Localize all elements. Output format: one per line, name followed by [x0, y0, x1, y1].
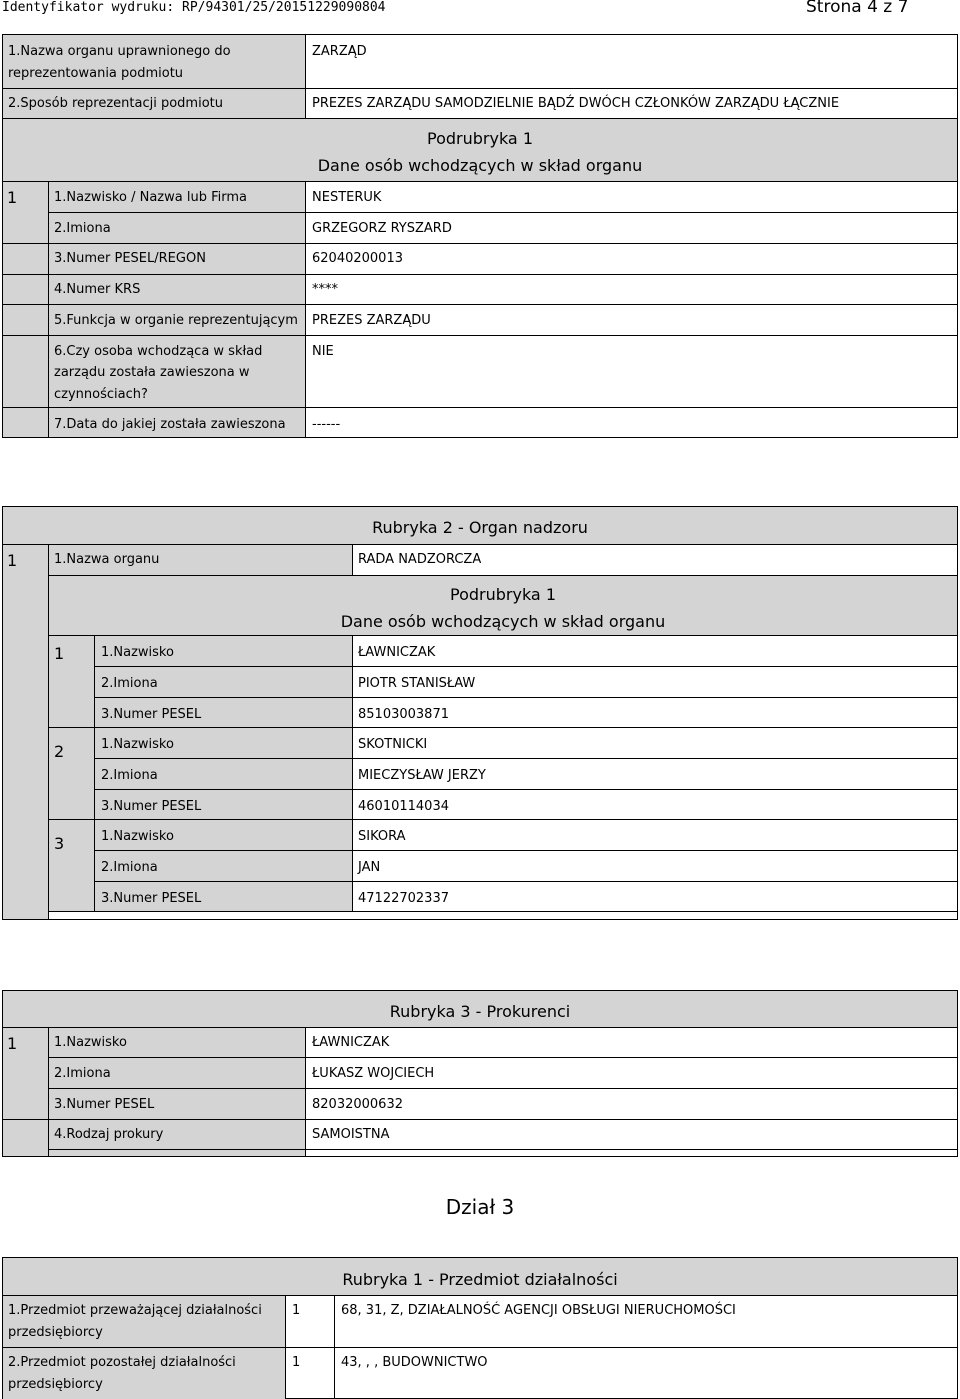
board-krs-value: **** — [312, 282, 338, 297]
board-pesel-value: 62040200013 — [312, 251, 403, 266]
board-index-column — [3, 182, 48, 437]
other-activity-index: 1 — [292, 1355, 301, 1370]
section-title: Dział 3 — [445, 1195, 515, 1219]
supervisory-surname-value: SKOTNICKI — [358, 737, 428, 752]
supervisory-pesel-label: 3.Numer PESEL — [101, 707, 202, 722]
main-activity-label-line1: 1.Przedmiot przeważającej działalności — [8, 1303, 262, 1318]
supervisory-surname-label: 1.Nazwisko — [101, 829, 174, 844]
representation-method-label: 2.Sposób reprezentacji podmiotu — [8, 96, 223, 111]
rubric3-index: 1 — [7, 1034, 18, 1053]
organ-name-value: ZARZĄD — [312, 44, 367, 59]
page-number: Strona 4 z 7 — [806, 0, 909, 17]
supervisory-organ-value: RADA NADZORCZA — [358, 552, 482, 567]
supervisory-surname-label: 1.Nazwisko — [101, 737, 174, 752]
rubric2-sub-title-line1: Podrubryka 1 — [450, 585, 556, 604]
organ-name-label-line2: reprezentowania podmiotu — [8, 66, 184, 81]
board-sub-title-line1: Podrubryka 1 — [427, 129, 533, 148]
supervisory-surname-label: 1.Nazwisko — [101, 645, 174, 660]
rubric3-title: Rubryka 3 - Prokurenci — [389, 1002, 571, 1021]
supervisory-pesel-value: 47122702337 — [358, 891, 449, 906]
board-suspended-label-line1: 6.Czy osoba wchodząca w skład — [54, 344, 263, 359]
proxy-names-value: ŁUKASZ WOJCIECH — [312, 1066, 435, 1081]
board-person-index: 1 — [7, 188, 18, 207]
board-names-value: GRZEGORZ RYSZARD — [312, 221, 452, 236]
board-function-label: 5.Funkcja w organie reprezentującym — [54, 313, 298, 328]
board-surname-value: NESTERUK — [312, 190, 382, 205]
supervisory-names-value: JAN — [358, 860, 381, 875]
board-suspended-date-label: 7.Data do jakiej została zawieszona — [54, 417, 286, 432]
other-activity-label-line1: 2.Przedmiot pozostałej działalności — [8, 1355, 236, 1370]
supervisory-names-label: 2.Imiona — [101, 860, 158, 875]
proxy-surname-value: ŁAWNICZAK — [312, 1035, 390, 1050]
proxy-pesel-value: 82032000632 — [312, 1097, 403, 1112]
supervisory-names-label: 2.Imiona — [101, 676, 158, 691]
proxy-type-label: 4.Rodzaj prokury — [54, 1127, 164, 1142]
main-activity-index: 1 — [292, 1303, 301, 1318]
supervisory-pesel-label: 3.Numer PESEL — [101, 891, 202, 906]
supervisory-pesel-value: 46010114034 — [358, 799, 449, 814]
print-identifier: Identyfikator wydruku: RP/94301/25/20151229090804 — [2, 0, 386, 15]
organ-name-label-line1: 1.Nazwa organu uprawnionego do — [8, 44, 231, 59]
other-activity-value: 43, , , BUDOWNICTWO — [341, 1355, 488, 1370]
dzial3-rubric1-title: Rubryka 1 - Przedmiot działalności — [342, 1270, 618, 1289]
rubric2-title: Rubryka 2 - Organ nadzoru — [372, 518, 588, 537]
supervisory-surname-value: SIKORA — [358, 829, 406, 844]
board-krs-label: 4.Numer KRS — [54, 282, 141, 297]
supervisory-person-index-column — [49, 636, 94, 911]
board-suspended-label-line3: czynnościach? — [54, 387, 148, 402]
board-surname-label: 1.Nazwisko / Nazwa lub Firma — [54, 190, 247, 205]
board-suspended-label-line2: zarządu została zawieszona w — [54, 365, 250, 380]
board-pesel-label: 3.Numer PESEL/REGON — [54, 251, 206, 266]
rubric2-index-column — [3, 545, 48, 919]
supervisory-pesel-label: 3.Numer PESEL — [101, 799, 202, 814]
board-suspended-value: NIE — [312, 344, 334, 359]
board-suspended-date-value: ------ — [312, 417, 341, 432]
proxy-pesel-label: 3.Numer PESEL — [54, 1097, 155, 1112]
supervisory-names-label: 2.Imiona — [101, 768, 158, 783]
supervisory-organ-label: 1.Nazwa organu — [54, 552, 160, 567]
representation-method-value: PREZES ZARZĄDU SAMODZIELNIE BĄDŹ DWÓCH CZŁONKÓW ZARZĄDU ŁĄCZNIE — [312, 96, 840, 111]
proxy-type-value: SAMOISTNA — [312, 1127, 390, 1142]
supervisory-names-value: MIECZYSŁAW JERZY — [358, 768, 486, 783]
board-names-label: 2.Imiona — [54, 221, 111, 236]
proxy-surname-label: 1.Nazwisko — [54, 1035, 127, 1050]
supervisory-surname-value: ŁAWNICZAK — [358, 645, 436, 660]
main-activity-value: 68, 31, Z, DZIAŁALNOŚĆ AGENCJI OBSŁUGI NIERUCHOMOŚCI — [341, 1303, 736, 1318]
main-activity-label-line2: przedsiębiorcy — [8, 1325, 103, 1340]
other-activity-label-line2: przedsiębiorcy — [8, 1377, 103, 1392]
supervisory-pesel-value: 85103003871 — [358, 707, 449, 722]
rubric2-index: 1 — [7, 551, 18, 570]
rubric2-sub-title-line2: Dane osób wchodzących w skład organu — [340, 612, 666, 631]
board-function-value: PREZES ZARZĄDU — [312, 313, 431, 328]
supervisory-person-index: 1 — [54, 644, 65, 663]
supervisory-person-index: 2 — [54, 742, 65, 761]
supervisory-names-value: PIOTR STANISŁAW — [358, 676, 476, 691]
board-sub-title-line2: Dane osób wchodzących w skład organu — [317, 156, 643, 175]
proxy-names-label: 2.Imiona — [54, 1066, 111, 1081]
supervisory-person-index: 3 — [54, 834, 65, 853]
